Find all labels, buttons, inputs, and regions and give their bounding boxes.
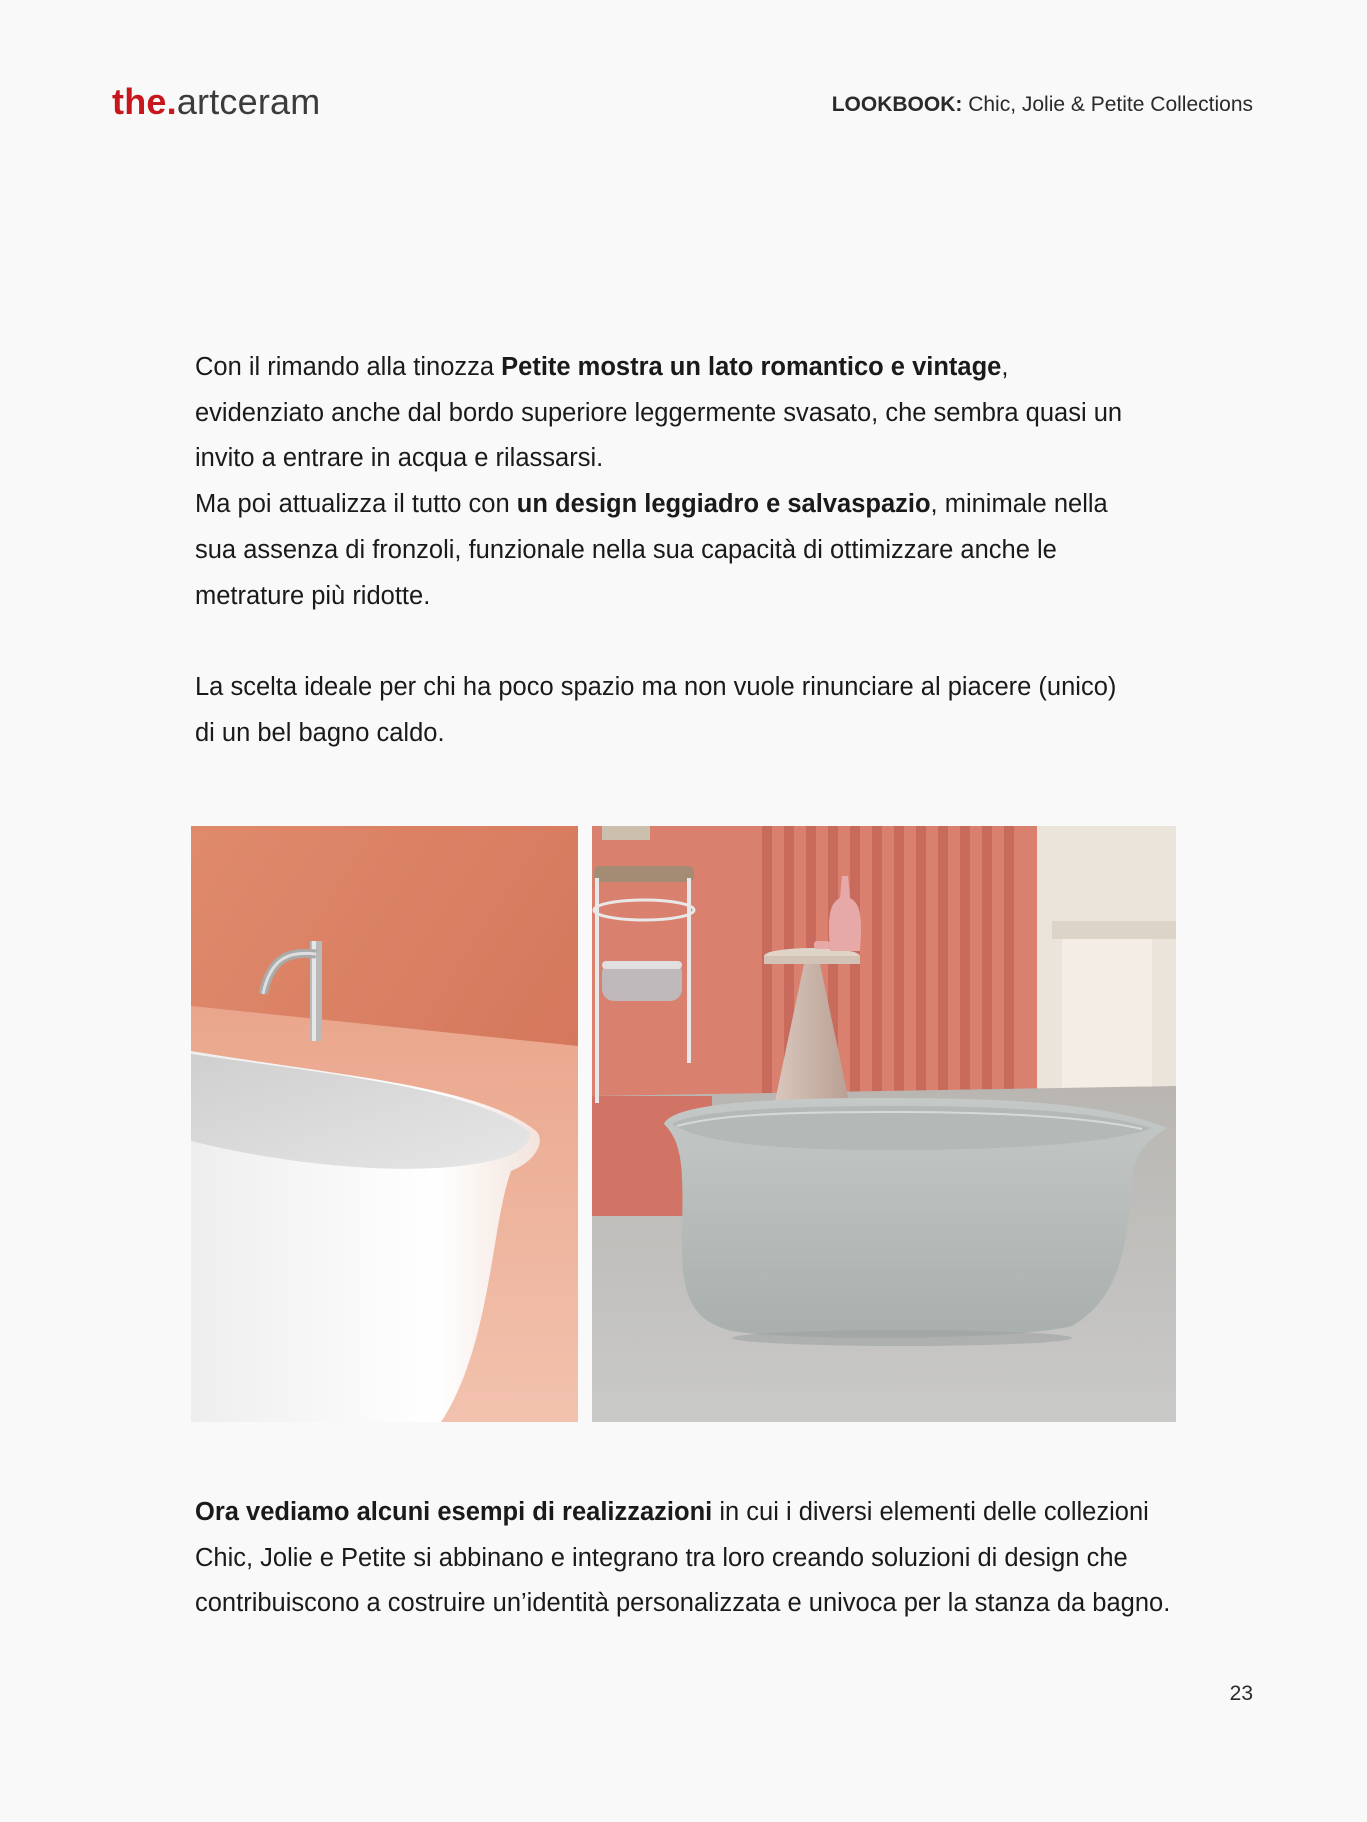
bold-run: Petite mostra un lato romantico e vintage bbox=[501, 353, 1002, 381]
lookbook-title: Chic, Jolie & Petite Collections bbox=[968, 93, 1253, 116]
tub-closeup-illustration bbox=[191, 826, 578, 1422]
examples-paragraph bbox=[195, 1490, 1185, 1627]
text-run: Con il rimando alla tinozza bbox=[195, 353, 502, 381]
tub-room-illustration bbox=[592, 826, 1176, 1422]
choice-paragraph: La scelta ideale per chi ha poco spazio ma non vuole rinunciare al piacere (unico) di un bel bagno caldo. bbox=[195, 673, 1117, 747]
text-run: Ma poi attualizza il tutto con bbox=[195, 490, 517, 519]
photo-tub-closeup bbox=[191, 826, 578, 1422]
bold-run: un design leggiadro e salvaspazio bbox=[516, 490, 931, 519]
intro-paragraph bbox=[195, 345, 1135, 619]
logo-light-text: artceram bbox=[176, 81, 321, 122]
text-run: , minimale nella sua assenza di fronzoli, funzionale nella sua capacità di ottimizzare anche le metrature più ridotte. bbox=[195, 490, 1108, 610]
page-number: 23 bbox=[1229, 1682, 1253, 1705]
bold-run: Ora vediamo alcuni esempi di realizzazioni bbox=[195, 1498, 713, 1526]
text-run: , evidenziato anche dal bordo superiore leggermente svasato, che sembra quasi un invito a entrare in acqua e rilassarsi. bbox=[195, 353, 1123, 473]
logo-bold-text: the. bbox=[112, 81, 177, 122]
brand-logo bbox=[112, 80, 320, 124]
text-run: in cui i diversi elementi delle collezioni Chic, Jolie e Petite si abbinano e integrano tra loro creando soluzioni di design che contribuiscono a costruire un’identità personalizzata e univoca per la stanza da bagno. bbox=[195, 1498, 1171, 1618]
lookbook-header bbox=[832, 92, 1253, 118]
lookbook-label: LOOKBOOK: bbox=[831, 93, 963, 116]
photo-tub-room bbox=[592, 826, 1176, 1422]
